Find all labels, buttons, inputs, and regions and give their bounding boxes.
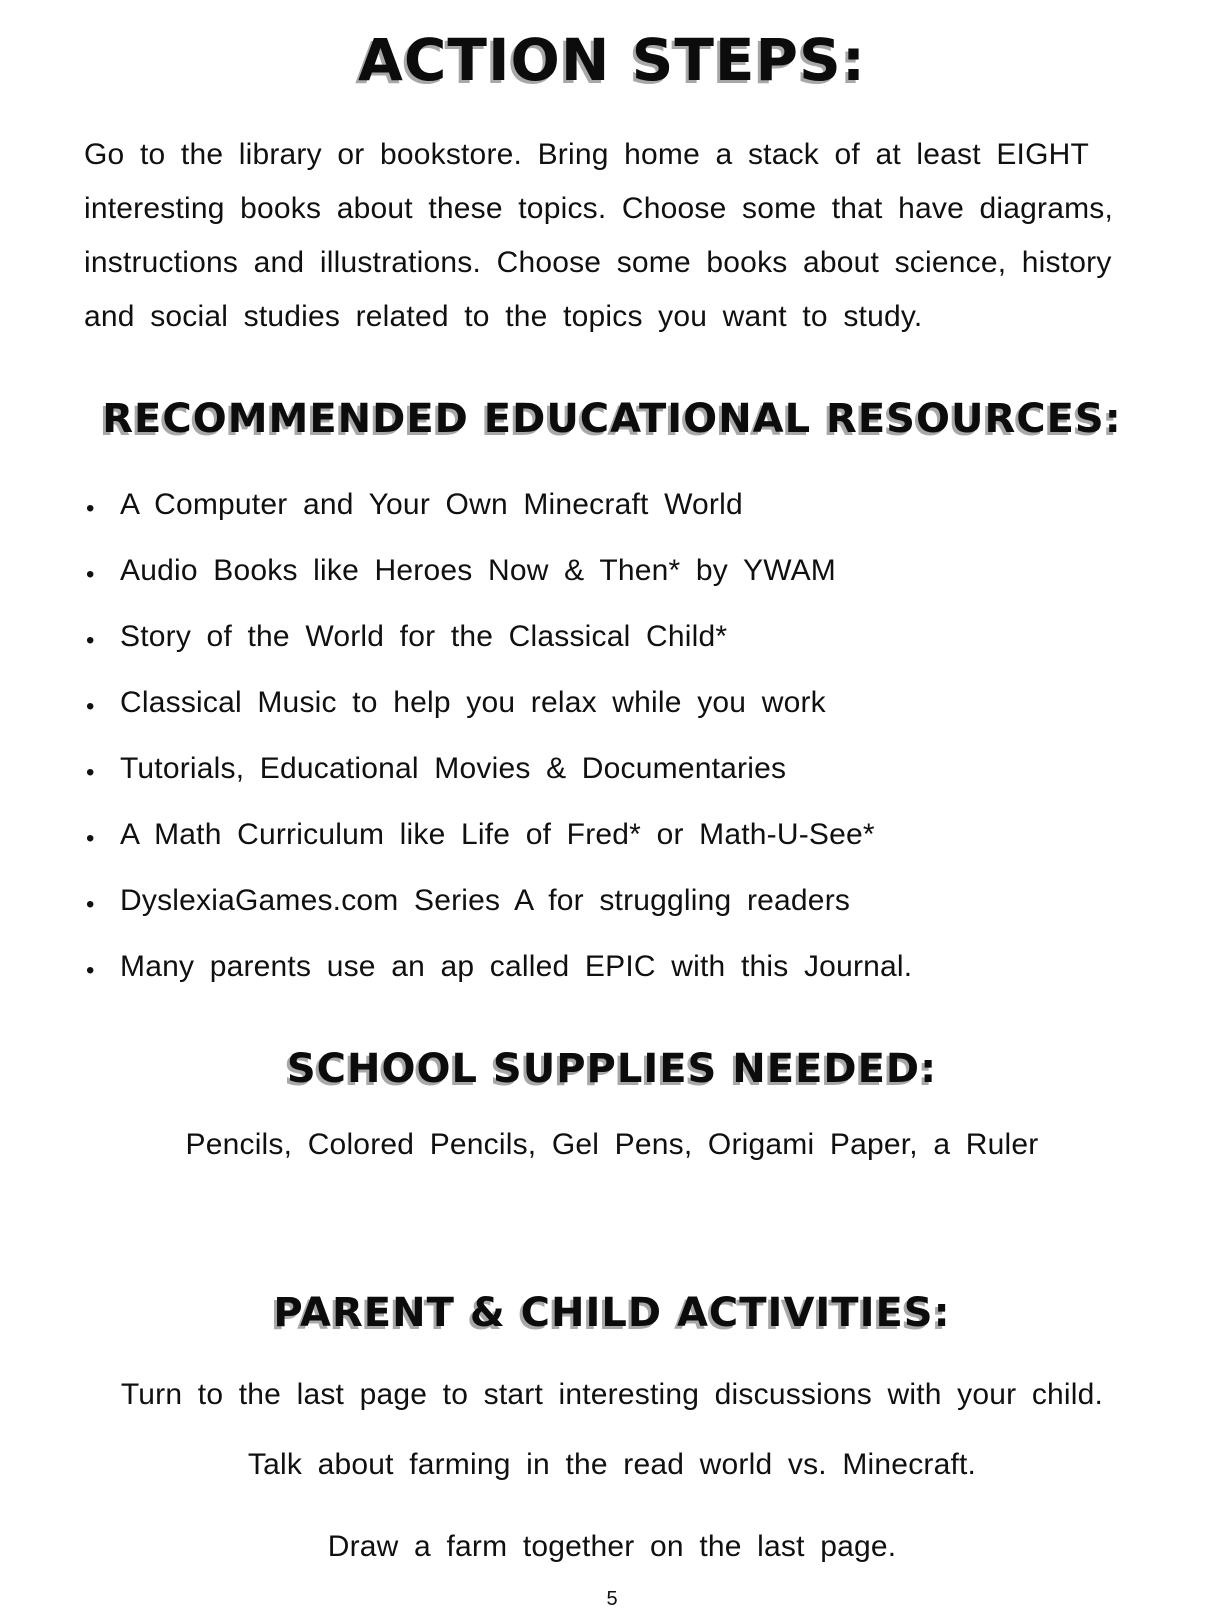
activities-line: Talk about farming in the read world vs. Minecraft. <box>247 1448 977 1481</box>
list-item: • DyslexiaGames.com Series A for struggling readers <box>84 882 1140 920</box>
resources-heading: RECOMMENDED EDUCATIONAL RESOURCES: <box>102 396 1122 442</box>
list-item: • Many parents use an ap called EPIC with this Journal. <box>84 948 1140 986</box>
supplies-text: Pencils, Colored Pencils, Gel Pens, Origami Paper, a Ruler <box>185 1128 1039 1161</box>
list-item: • Tutorials, Educational Movies & Documentaries <box>84 750 1140 788</box>
activities-heading: PARENT & CHILD ACTIVITIES: <box>273 1290 951 1336</box>
list-item: • Story of the World for the Classical Child* <box>84 618 1140 656</box>
activities-line: Draw a farm together on the last page. <box>327 1530 897 1563</box>
list-item: • A Computer and Your Own Minecraft World <box>84 486 1140 524</box>
page-number: 5 <box>606 1588 618 1610</box>
supplies-heading: SCHOOL SUPPLIES NEEDED: <box>286 1046 938 1092</box>
action-steps-heading: ACTION STEPS: <box>357 26 867 94</box>
action-steps-paragraph: Go to the library or bookstore. Bring home a stack of at least EIGHT interesting books about these topics. Choose some that have diagrams, instructions and illustrations. Choose some books about science, history and social studies related to the topics you want to study. <box>84 138 1114 333</box>
list-item: • A Math Curriculum like Life of Fred* or Math-U-See* <box>84 816 1140 854</box>
resources-list <box>84 486 1140 986</box>
activities-line: Turn to the last page to start interesting discussions with your child. <box>120 1378 1104 1411</box>
list-item: • Classical Music to help you relax while you work <box>84 684 1140 722</box>
list-item: • Audio Books like Heroes Now & Then* by YWAM <box>84 552 1140 590</box>
